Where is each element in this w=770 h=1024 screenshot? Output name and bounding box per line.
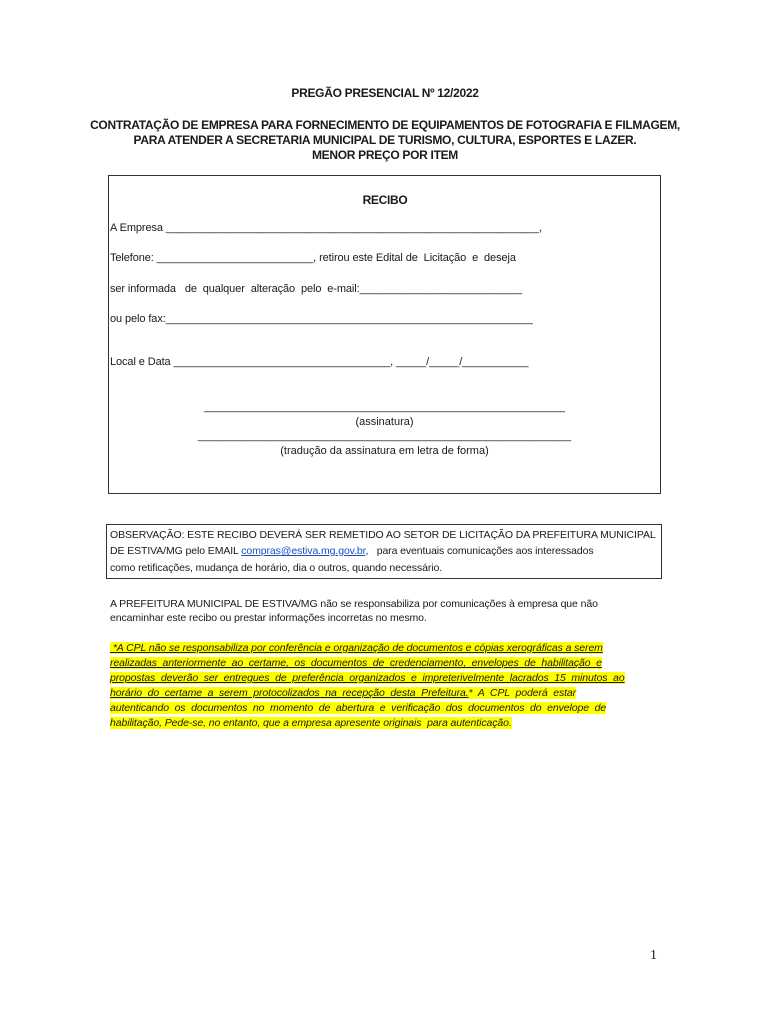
highlight-line-1: *A CPL não se responsabiliza por conferência e organização de documentos e cópias xerográficas a serem (110, 642, 603, 654)
email-field-line: ser informada de qualquer alteração pelo e-mail:___________________________ (110, 283, 523, 295)
observacao-line-2-suffix: , para eventuais comunicações aos interessados (365, 545, 594, 557)
observacao-line-2 (110, 545, 594, 557)
local-data-field-line: Local e Data ____________________________________, _____/_____/___________ (110, 356, 529, 368)
empresa-field-line: A Empresa ______________________________________________________________, (110, 222, 542, 234)
telefone-field-line: Telefone: __________________________, retirou este Edital de Licitação e deseja (110, 252, 516, 264)
document-subtitle-line-3: MENOR PREÇO POR ITEM (311, 148, 458, 162)
document-subtitle-line-2: PARA ATENDER A SECRETARIA MUNICIPAL DE TURISMO, CULTURA, ESPORTES E LAZER. (133, 133, 637, 147)
highlight-line-4-rest: * A CPL poderá estar (468, 687, 577, 699)
observacao-line-2-prefix: DE ESTIVA/MG pelo EMAIL (110, 545, 242, 557)
printed-name-label: (tradução da assinatura em letra de forma) (280, 445, 489, 457)
highlight-line-6: habilitação, Pede-se, no entanto, que a empresa apresente originais para autenticação. (110, 717, 512, 729)
highlight-line-3: propostas deverão ser entregues de preferência organizados e impreterivelmente lacrados 15 minutos ao (110, 672, 625, 684)
signature-line: ___________________________________________________________ (204, 401, 565, 413)
highlight-line-5: autenticando os documentos no momento de abertura e verificação dos documentos do envelope de (110, 702, 607, 714)
printed-name-line: _____________________________________________________________ (197, 430, 572, 442)
document-title: PREGÃO PRESENCIAL Nº 12/2022 (291, 86, 479, 100)
recibo-heading: RECIBO (362, 193, 408, 207)
highlight-line-4 (110, 687, 576, 699)
fax-field-line: ou pelo fax:_____________________________________________________________ (110, 313, 533, 325)
highlight-line-2: realizadas anteriormente ao certame, os documentos de credenciamento, envelopes de habilitação e (110, 657, 602, 669)
highlight-line-4-underlined: horário do certame a serem protocolizados na recepção desta Prefeitura. (110, 687, 469, 699)
aviso-line-2: encaminhar este recibo ou prestar informações incorretas no mesmo. (110, 612, 427, 624)
document-subtitle-line-1: CONTRATAÇÃO DE EMPRESA PARA FORNECIMENTO DE EQUIPAMENTOS DE FOTOGRAFIA E FILMAGEM, (90, 118, 680, 132)
observacao-line-1: OBSERVAÇÃO: ESTE RECIBO DEVERÁ SER REMETIDO AO SETOR DE LICITAÇÃO DA PREFEITURA MUNICIPAL (110, 529, 656, 541)
signature-label: (assinatura) (355, 416, 414, 428)
observacao-line-3: como retificações, mudança de horário, dia o outros, quando necessário. (110, 562, 443, 574)
aviso-line-1: A PREFEITURA MUNICIPAL DE ESTIVA/MG não se responsabiliza por comunicações à empresa que não (110, 598, 598, 610)
page-number: 1 (650, 948, 657, 963)
email-link[interactable]: compras@estiva.mg.gov.br (241, 545, 366, 557)
